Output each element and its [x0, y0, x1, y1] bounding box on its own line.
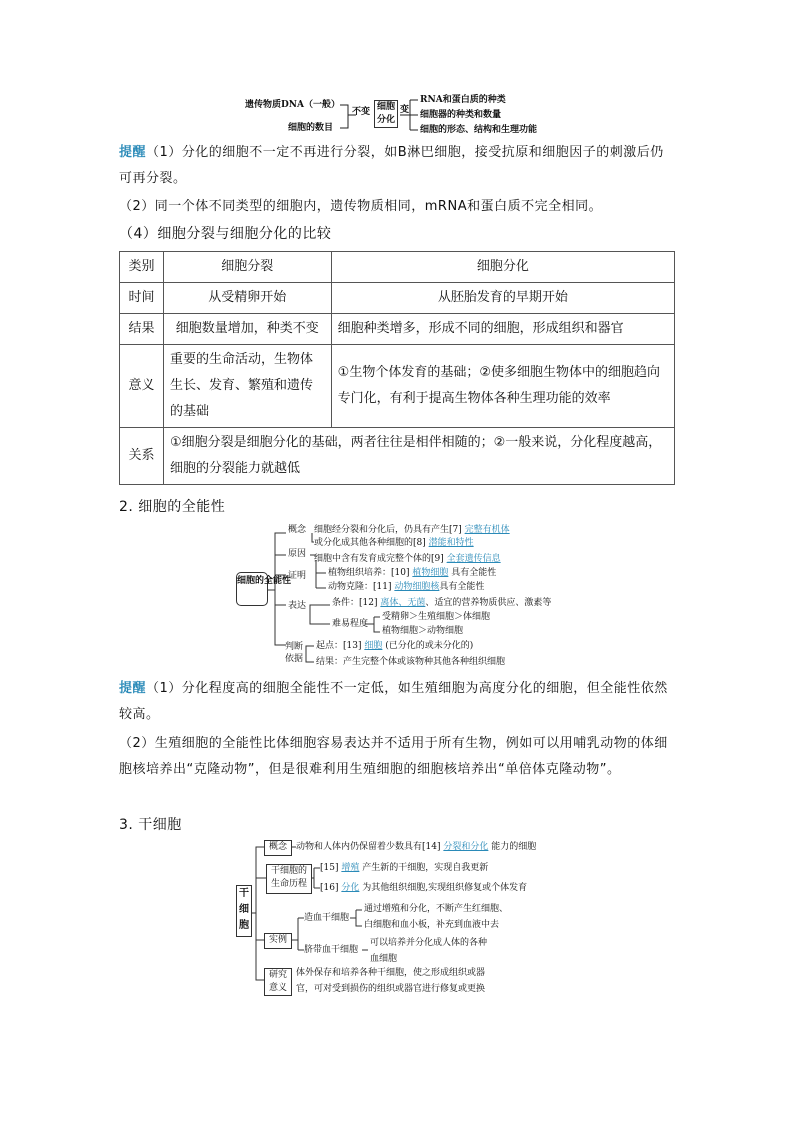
- stem-concept-line: [296, 841, 536, 854]
- stem-example1-text: 白细胞和血小板，补充到血液中去: [364, 920, 500, 930]
- blank-16: 分化: [341, 883, 360, 893]
- stem-life-label: 干细胞的生命历程: [266, 864, 312, 894]
- proof-label: 证明: [288, 571, 307, 581]
- section3-title: 3. 干细胞: [119, 817, 182, 833]
- proof-text: 具有全能性: [451, 568, 497, 578]
- judge-label: 依据: [285, 654, 304, 664]
- table-cell: 细胞数量增加，种类不变: [163, 314, 331, 345]
- blank-11: 动物细胞核: [394, 582, 440, 592]
- stem-research-text: 体外保存和培养各种干细胞，使之形成组织或器: [296, 968, 486, 978]
- top-left-dna: 遗传物质DNA（一般）: [245, 100, 341, 110]
- table-header: 细胞分裂: [163, 252, 331, 283]
- section2-title: 2. 细胞的全能性: [119, 499, 226, 515]
- table-cell: ①生物个体发育的基础；②使多细胞生物体中的细胞趋向专门化，有利于提高生物体各种生理功能的效率: [331, 345, 674, 428]
- table-cell-merged: ①细胞分裂是细胞分化的基础，两者往往是相伴相随的；②一般来说，分化程度越高，细胞的分裂能力就越低: [163, 428, 674, 485]
- stem-research-text: 官，可对受到损伤的组织或器官进行修复或更换: [296, 984, 486, 994]
- reason-text: 细胞中含有发育成完整个体的[9]: [314, 554, 444, 564]
- stem-example2-text: 血细胞: [370, 954, 398, 964]
- stem-life-line1: [320, 862, 488, 875]
- blank-14: 分裂和分化: [443, 842, 489, 852]
- judge-text: 起点：[13]: [316, 641, 362, 651]
- reason-label: 原因: [288, 549, 307, 559]
- blank-10: 植物细胞: [412, 568, 449, 578]
- stemcell-root: 干细胞: [236, 885, 252, 937]
- table-cell: 重要的生命活动，生物体生长、发育、繁殖和遗传的基础: [163, 345, 331, 428]
- stem-concept-text: 能力的细胞: [491, 842, 537, 852]
- concept-text: 细胞经分裂和分化后，仍具有产生[7]: [314, 525, 462, 535]
- difficulty-label: 难易程度: [332, 619, 369, 629]
- blank-8: 潜能和特性: [428, 538, 474, 548]
- judge-text: (已分化的或未分化的): [385, 641, 474, 651]
- tip1-text1: （1）分化的细胞不一定不再进行分裂，如B淋巴细胞，接受抗原和细胞因子的刺激后仍可再分裂。: [119, 145, 664, 186]
- stem-example1-label: 造血干细胞: [304, 913, 350, 923]
- top-right-item: RNA和蛋白质的种类: [420, 95, 506, 105]
- stem-life-text: 产生新的干细胞，实现自我更新: [362, 863, 489, 873]
- judge-label: 判断: [285, 642, 304, 652]
- blank-13: 细胞: [364, 641, 383, 651]
- blank-15: 增殖: [341, 863, 360, 873]
- blank-9: 全套遗传信息: [446, 554, 501, 564]
- top-changed: 变: [400, 105, 410, 115]
- stem-concept-text: 动物和人体内仍保留着少数具有[14]: [296, 842, 441, 852]
- table-cell: 从胚胎发育的早期开始: [331, 283, 674, 314]
- top-right-item: 细胞的形态、结构和生理功能: [420, 125, 538, 135]
- stem-life-text: [16]: [320, 883, 339, 893]
- top-center-line1: 细胞: [376, 102, 395, 112]
- stem-example2-text: 可以培养并分化成人体的各种: [370, 938, 488, 948]
- difficulty-item: 受精卵＞生殖细胞＞体细胞: [382, 612, 491, 622]
- difficulty-item: 植物细胞＞动物细胞: [382, 626, 464, 636]
- top-center-line2: 分化: [376, 115, 395, 125]
- tip2-text1: （1）分化程度高的细胞全能性不一定低，如生殖细胞为高度分化的细胞，但全能性依然较高。: [119, 681, 668, 722]
- stem-example2-label: 脐带血干细胞: [304, 945, 359, 955]
- condition-text: 条件：[12]: [332, 598, 378, 608]
- section4-title: （4）细胞分裂与细胞分化的比较: [119, 226, 332, 242]
- stem-life-text: [15]: [320, 863, 339, 873]
- table-cell: 细胞种类增多，形成不同的细胞，形成组织和器官: [331, 314, 674, 345]
- proof-text: 动物克隆：[11]: [328, 582, 392, 592]
- table-row-label: 时间: [120, 283, 164, 314]
- tip1-label: 提醒: [119, 145, 147, 160]
- condition-text: 、适宜的营养物质供应、激素等: [425, 598, 552, 608]
- concept-label: 概念: [288, 525, 307, 535]
- top-right-item: 细胞器的种类和数量: [420, 110, 502, 120]
- proof-text: 植物组织培养：[10]: [328, 568, 410, 578]
- stem-example1-text: 通过增殖和分化，不断产生红细胞、: [364, 904, 509, 914]
- stem-research-label: 研究意义: [264, 968, 292, 996]
- judge-result: 结果：产生完整个体或该物种其他各种组织细胞: [316, 657, 506, 667]
- table-row-label: 意义: [120, 345, 164, 428]
- stem-example-label: 实例: [264, 933, 292, 949]
- top-unchanged: 不变: [352, 107, 371, 117]
- table-row-label: 结果: [120, 314, 164, 345]
- express-label: 表达: [288, 601, 307, 611]
- tip1-paragraph2: （2）同一个体不同类型的细胞内，遗传物质相同，mRNA和蛋白质不完全相同。: [119, 199, 603, 214]
- tip2-label: 提醒: [119, 681, 147, 696]
- proof-text: 具有全能性: [439, 582, 485, 592]
- concept-text: 或分化成其他各种细胞的[8]: [314, 538, 426, 548]
- tip2-paragraph2: （2）生殖细胞的全能性比体细胞容易表达并不适用于所有生物，例如可以用哺乳动物的体细胞核培养出“克隆动物”，但是很难利用生殖细胞的细胞核培养出“单倍体克隆动物”。: [119, 736, 668, 777]
- table-cell: 从受精卵开始: [163, 283, 331, 314]
- table-header: 类别: [120, 252, 164, 283]
- table-row-label: 关系: [120, 428, 164, 485]
- top-left-count: 细胞的数目: [288, 123, 334, 133]
- stem-life-text: 为其他组织细胞,实现组织修复或个体发育: [362, 883, 528, 893]
- table-header: 细胞分化: [331, 252, 674, 283]
- stem-concept-label: 概念: [264, 840, 292, 856]
- totipotency-root: 细胞的全能性: [236, 572, 268, 606]
- blank-12: 离体、无菌: [380, 598, 426, 608]
- blank-7: 完整有机体: [464, 525, 510, 535]
- stem-life-line2: [320, 882, 527, 895]
